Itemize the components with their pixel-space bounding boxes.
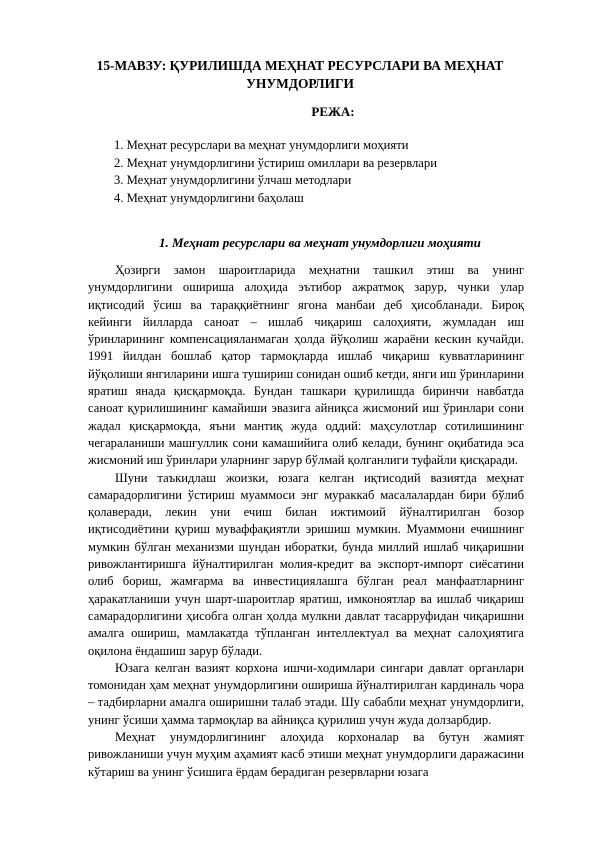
paragraph-3: Юзага келган вазият корхона ишчи-ходимлари сингари давлат органлари томонидан ҳам меҳнат унумдорлигини ошириша йўналтирилган кардиналь чора – тадбирларни амалга оширишни талаб этади. Шу сабабли меҳнат унумдорлиги, унинг ўсиши ҳамма тармоқлар ва айниқса қурилиш учун жуда долзарбдир. [88, 660, 524, 727]
plan-item-4: 4. Меҳнат унумдорлигини баҳолаш [114, 190, 304, 205]
plan-item-1: 1. Меҳнат ресурслари ва меҳнат унумдорлиги моҳияти [114, 138, 409, 152]
section-heading: 1. Меҳнат ресурслари ва меҳнат унумдорлиги моҳияти [159, 235, 481, 250]
paragraph-2: Шуни таъкидлаш жоизки, юзага келган иқтисодий вазиятда меҳнат самарадорлигини ўстириш муаммоси энг мураккаб масалалардан бири бўлиб қолаверади, лекин уни ечиш билан ижтимоий йўналтирилган бозор иқтисодиётини қуриш муваффақиятли эришиш мумкин. Муаммони ечишнинг мумкин бўлган механизми шундан иборатки, бунда миллий ишлаб чиқаришни ривожлантиришга йўналтирилган молия-кредит ва экспорт-импорт сиёсатини олиб бориш, жамғарма ва инвестициялашга бўлган реал манфаатларнинг ҳаракатланиши учун шарт-шароитлар яратиш, имконоятлар ва ишлаб чиқариш самарадорлигини ҳисобга олган ҳолда мулкни давлат тасарруфидан чиқаришни амалга ошириш, мамлакатда тўпланган интеллектуал ва меҳнат салоҳиятига оқилона ёндашиш зарур бўлади. [88, 470, 524, 658]
body-text [88, 262, 524, 781]
paragraph-4: Меҳнат унумдорлигининг алоҳида корхоналар ва бутун жамият ривожланиши учун муҳим аҳамият касб этиши меҳнат унумдорлиги даражасини кўтариш ва унинг ўсишига ёрдам берадиган резервларни юзага [88, 730, 524, 779]
plan-item-2: 2. Меҳнат унумдорлигини ўстириш омиллари ва резервлари [114, 155, 437, 170]
paragraph-1: Ҳозирги замон шароитларида меҳнатни ташкил этиш ва унинг унумдорлигини ошириша алоҳида эътибор ажратмоқ зарур, чунки улар иқтисодий ўсиш ва тараққиётнинг ягона манбаи деб ҳисобланади. Бироқ кейинги йилларда саноат – ишлаб чиқариш салоҳияти, жумладан иш ўринларининг компенсацияланмаган ҳолда йўқолиш жараёни кескин кучайди. 1991 йилдан бошлаб қатор тармоқларда ишлаб чиқариш кувватларининг йўқолиши янгиларини ишга тушириш сонидан ошиб кетди, янги иш ўринларини яратиш янада қисқармоқда. Бундан ташкари қурилишда биринчи навбатда саноат қурилишининг камайиши эвазига айниқса жисмоний иш ўринлари сони жадал қисқармоқда, яъни мантиқ жуда оддий: маҳсулотлар сотилишининг чегараланиши машғуллик сони камашийига олиб келади, бунинг оқибатида эса жисмоний иш ўринлари уларнинг зарур бўлмай қолганлиги туфайли қисқаради. [88, 263, 524, 468]
title-line-1: 15-МАВЗУ: ҚУРИЛИШДА МЕҲНАТ РЕСУРСЛАРИ ВА МЕҲНАТ [96, 58, 504, 73]
plan-heading: РЕЖА: [311, 104, 355, 119]
plan-item-3: 3. Меҳнат унумдорлигини ўлчаш методлари [114, 173, 352, 188]
title-line-2: УНУМДОРЛИГИ [246, 76, 354, 91]
plan-list [114, 137, 437, 207]
document-title [60, 57, 540, 93]
